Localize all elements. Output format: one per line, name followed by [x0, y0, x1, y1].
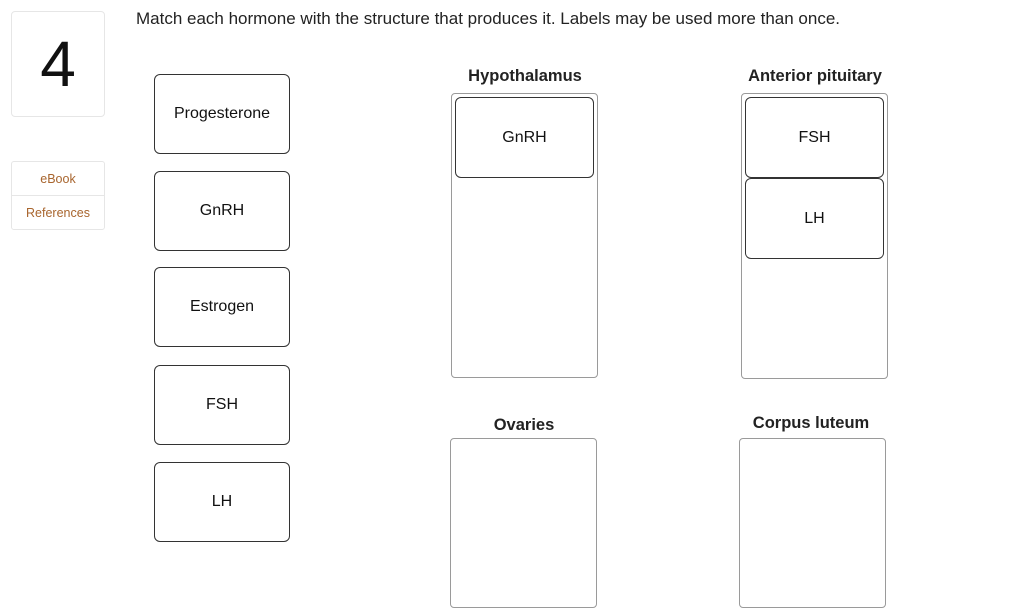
placed-label-gnrh[interactable]: GnRH — [455, 97, 594, 178]
label-estrogen[interactable]: Estrogen — [154, 267, 290, 347]
resources-panel — [11, 161, 105, 230]
label-progesterone[interactable]: Progesterone — [154, 74, 290, 154]
drop-zone-ovaries[interactable] — [450, 438, 597, 608]
zone-title-hypothalamus: Hypothalamus — [468, 67, 582, 85]
references-link[interactable]: References — [12, 195, 104, 229]
label-lh[interactable]: LH — [154, 462, 290, 542]
ebook-link[interactable]: eBook — [40, 171, 76, 186]
question-prompt: Match each hormone with the structure that produces it. Labels may be used more than once. — [136, 9, 840, 28]
question-number: 4 — [11, 11, 105, 117]
zone-title-ovaries: Ovaries — [493, 416, 555, 434]
drop-zone-anterior-pituitary[interactable] — [741, 93, 888, 379]
placed-label-lh[interactable]: LH — [745, 178, 884, 259]
label-gnrh[interactable]: GnRH — [154, 171, 290, 251]
drop-zone-corpus-luteum[interactable] — [739, 438, 886, 608]
placed-label-fsh[interactable]: FSH — [745, 97, 884, 178]
label-fsh[interactable]: FSH — [154, 365, 290, 445]
drop-zone-hypothalamus[interactable] — [451, 93, 598, 378]
zone-title-anterior-pituitary: Anterior pituitary — [748, 67, 882, 85]
zone-title-corpus-luteum: Corpus luteum — [752, 414, 870, 432]
